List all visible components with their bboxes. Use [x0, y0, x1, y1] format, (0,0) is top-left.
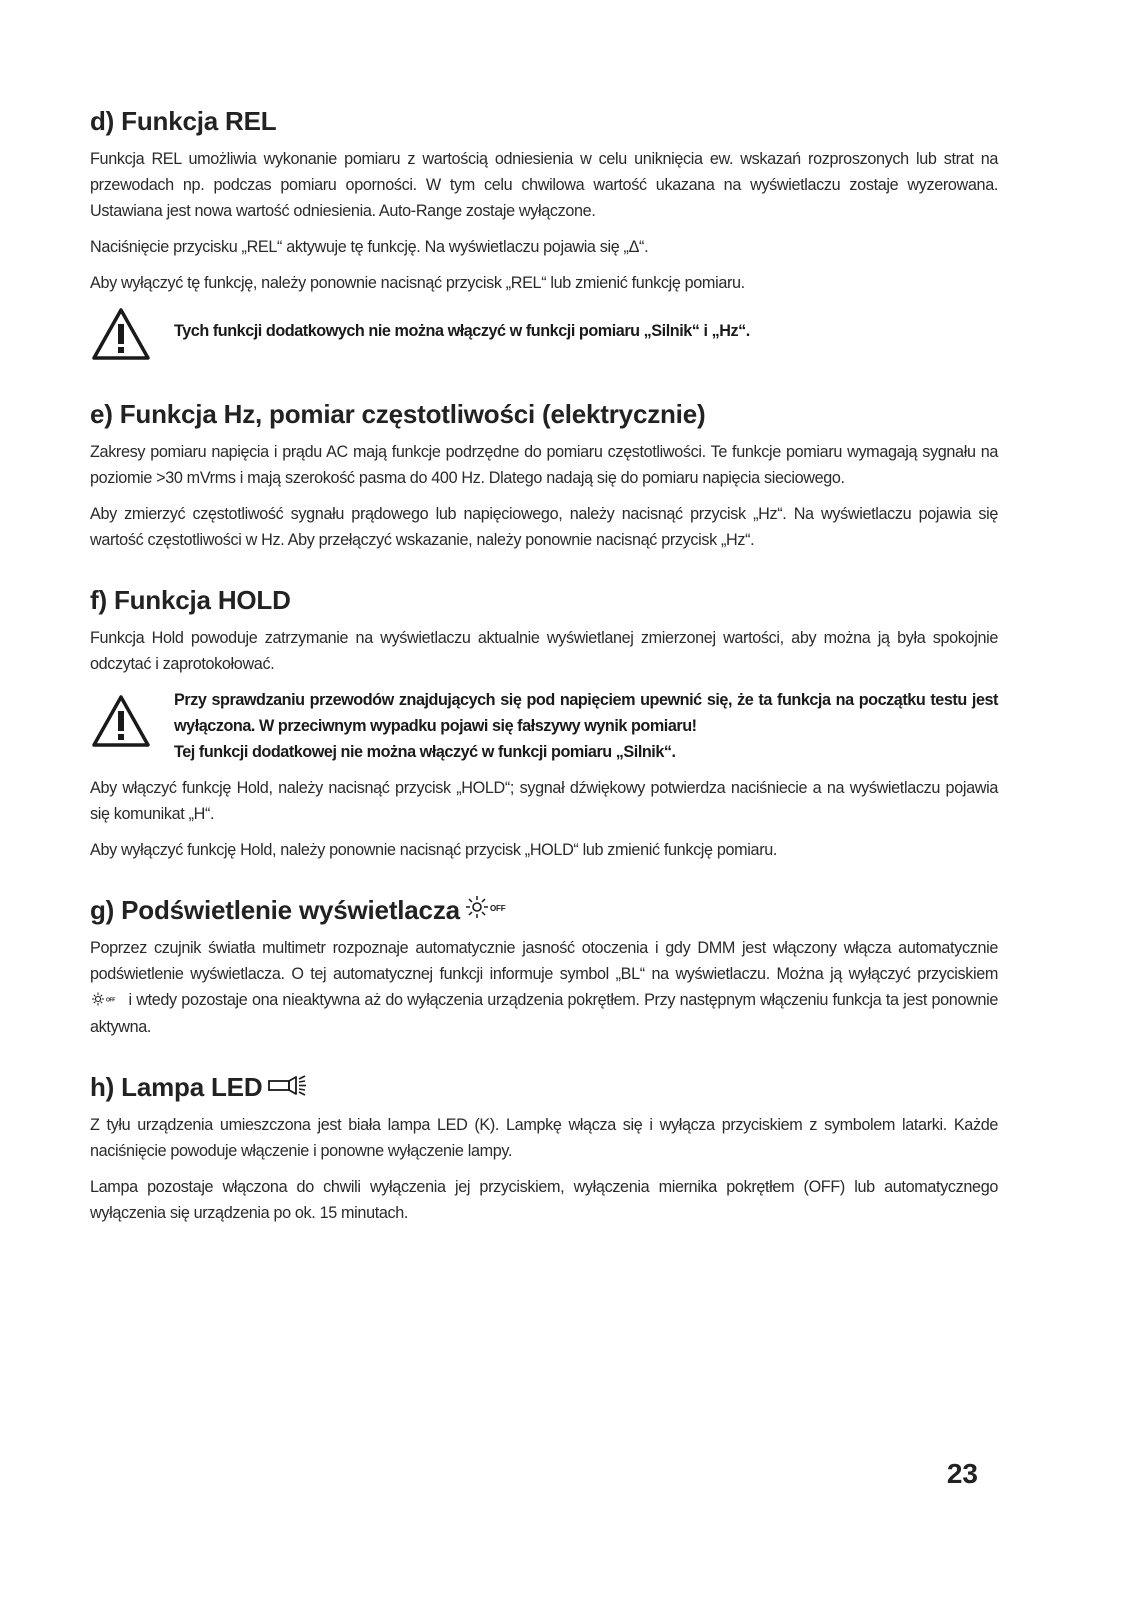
warning-box — [90, 306, 998, 367]
paragraph: Z tyłu urządzenia umieszczona jest biała lampa LED (K). Lampkę włącza się i wyłącza przyciskiem z symbolem latarki. Każde naciśnięcie powoduje włączenie i ponowne wyłączenie lampy. — [90, 1115, 998, 1160]
paragraph: Naciśnięcie przycisku „REL“ aktywuje tę funkcję. Na wyświetlaczu pojawia się „Δ“. — [90, 238, 649, 256]
flashlight-icon — [268, 1072, 310, 1103]
section-heading-row — [90, 895, 998, 926]
section-rel — [90, 106, 998, 367]
paragraph: Zakresy pomiaru napięcia i prądu AC mają funkcje podrzędne do pomiaru częstotliwości. Te funkcje pomiaru wymagają sygnału na poziomie >30 mVrms i mają szerokość pasma do 400 Hz. Dlatego nadają się do pomiaru napięcia sieciowego. — [90, 443, 998, 487]
section-heading: f) Funkcja HOLD — [90, 585, 291, 615]
section-heading: d) Funkcja REL — [90, 106, 277, 136]
paragraph: Aby wyłączyć funkcję Hold, należy ponownie nacisnąć przycisk „HOLD“ lub zmienić funkcję pomiaru. — [90, 841, 778, 859]
section-heading: g) Podświetlenie wyświetlacza — [90, 895, 460, 925]
page-number: 23 — [946, 1458, 978, 1489]
warning-box — [90, 687, 998, 765]
section-led-lamp — [90, 1072, 998, 1226]
section-heading: h) Lampa LED — [90, 1071, 263, 1102]
warning-triangle-icon — [90, 306, 158, 367]
section-heading-row — [90, 1072, 998, 1103]
warning-text: Przy sprawdzaniu przewodów znajdujących się pod napięciem upewnić się, że ta funkcja na początku testu jest wyłączona. W przeciwnym wypadku pojawi się fałszywy wynik pomiaru! — [174, 691, 998, 735]
section-hz — [90, 399, 998, 553]
section-hold — [90, 585, 998, 863]
backlight-off-icon — [466, 895, 518, 926]
paragraph: Funkcja REL umożliwia wykonanie pomiaru z wartością odniesienia w celu uniknięcia ew. wskazań rozproszonych lub strat na przewodach np. podczas pomiaru oporności. W tym celu chwilowa wartość ukazana na wyświetlaczu zostaje wyzerowana. Ustawiana jest nowa wartość odniesienia. Auto-Range zostaje wyłączone. — [90, 150, 998, 220]
warning-triangle-icon — [90, 687, 158, 754]
warning-text: Tych funkcji dodatkowych nie można włączyć w funkcji pomiaru „Silnik“ i „Hz“. — [174, 322, 750, 340]
backlight-off-icon — [92, 988, 122, 1014]
paragraph: Lampa pozostaje włączona do chwili wyłączenia jej przyciskiem, wyłączenia miernika pokrętłem (OFF) lub automatycznego wyłączenia się urządzenia po ok. 15 minutach. — [90, 1177, 998, 1222]
section-heading: e) Funkcja Hz, pomiar częstotliwości (elektrycznie) — [90, 399, 706, 429]
paragraph: Aby wyłączyć tę funkcję, należy ponownie nacisnąć przycisk „REL“ lub zmienić funkcję pomiaru. — [90, 274, 745, 292]
paragraph: Aby włączyć funkcję Hold, należy nacisnąć przycisk „HOLD“; sygnał dźwiękowy potwierdza naciśniecie a na wyświetlaczu pojawia się komunikat „H“. — [90, 779, 998, 823]
warning-text: Tej funkcji dodatkowej nie można włączyć w funkcji pomiaru „Silnik“. — [174, 743, 676, 761]
paragraph: Aby zmierzyć częstotliwość sygnału prądowego lub napięciowego, należy nacisnąć przycisk „Hz“. Na wyświetlaczu pojawia się wartość częstotliwości w Hz. Aby przełączyć wskazanie, należy ponownie nacisnąć przycisk „Hz“. — [90, 505, 998, 549]
paragraph: Funkcja Hold powoduje zatrzymanie na wyświetlaczu aktualnie wyświetlanej zmierzonej wartości, aby można ją była spokojnie odczytać i zaprotokołować. — [90, 629, 998, 673]
icon-off-label: OFF — [489, 904, 506, 913]
svg-text:OFF: OFF — [106, 997, 115, 1004]
section-backlight — [90, 895, 998, 1040]
manual-page — [90, 106, 998, 1258]
paragraph: Poprzez czujnik światła multimetr rozpoznaje automatycznie jasność otoczenia i gdy DMM jest włączony włącza automatycznie podświetlenie wyświetlacza. O tej automatycznej funkcji informuje symbol „BL“ na wyświetlaczu. Można ją wyłączyć przyciskiem OFF i wtedy pozostaje ona nieaktywna aż do wyłączenia urządzenia pokrętłem. Przy następnym włączeniu funkcja ta jest ponownie aktywna. — [90, 939, 998, 1036]
